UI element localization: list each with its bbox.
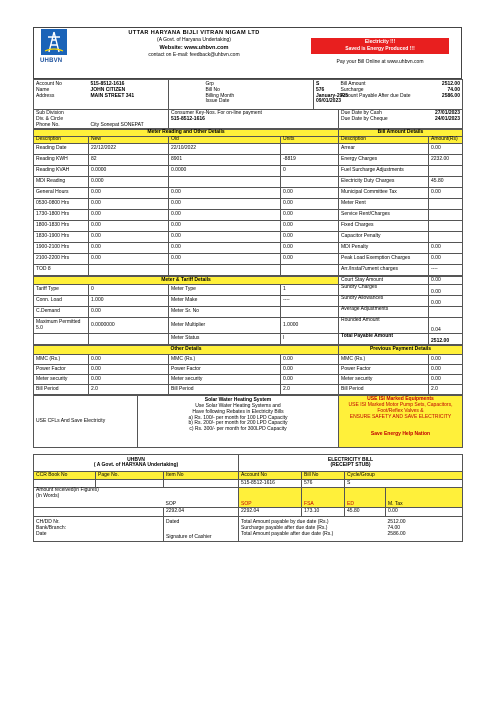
tariff-cell: Meter Status	[169, 334, 281, 345]
meter-row	[34, 243, 463, 254]
tariff-table	[33, 276, 463, 345]
company-name: UTTAR HARYANA BIJLI VITRAN NIGAM LTD	[128, 30, 260, 36]
billing-month-label: Billing Month	[205, 92, 235, 99]
tariff-cell: 0	[89, 285, 169, 296]
notices-table	[33, 395, 463, 448]
meter-cell: General Hours	[34, 188, 89, 199]
div-circle-label: Div. & Circle	[36, 115, 64, 122]
issue-date-value: 09/01/2023	[316, 98, 342, 105]
meter-cell: 0.00	[169, 254, 281, 265]
payment-banner	[311, 38, 449, 65]
stub-col: Cycle/Group	[345, 472, 463, 480]
stub-total-value: 2586.00	[387, 530, 406, 537]
receipt-stub	[33, 454, 463, 542]
col-bill-description: Description	[339, 137, 429, 144]
bill-value: 45.80	[429, 177, 463, 188]
meter-cell: 0.00	[89, 232, 169, 243]
meter-cell: 0.000	[89, 177, 169, 188]
meter-row	[34, 232, 463, 243]
bill-value: 0.00	[429, 254, 463, 265]
other-row	[34, 365, 463, 375]
help-slogan: Save Energy Help Nation	[370, 431, 431, 438]
stub-total-label: Surcharge payable after due date (Rs.)	[241, 525, 328, 532]
other-cell: 0.00	[89, 375, 169, 385]
company-subtitle: (A Govt. of Haryana Undertaking)	[157, 37, 231, 43]
meter-row	[34, 188, 463, 199]
meter-row	[34, 166, 463, 177]
meter-cell: 1830-1900 Hrs	[34, 232, 89, 243]
bill-value: 0.00	[429, 285, 463, 296]
court-stay-value: 0.00	[429, 277, 463, 285]
grp-label: Grp	[205, 81, 214, 87]
other-cell: 0.00	[89, 355, 169, 365]
solar-line: a) Rs. 100/- per month for 100 LPD Capacity	[188, 414, 288, 421]
tariff-section-title: Meter & Tariff Details	[34, 277, 339, 285]
meter-cell: 0.00	[89, 210, 169, 221]
bill-value	[429, 210, 463, 221]
due-cash-value: 27/01/2023	[434, 110, 460, 116]
meter-cell: 0.00	[89, 254, 169, 265]
amount-after-due-label: Amount Payable After due Date	[340, 92, 411, 99]
col-units: Units	[281, 137, 339, 144]
meter-cell: 1800-1830 Hrs	[34, 221, 89, 232]
stub-val2: 173.10	[302, 508, 345, 517]
consumer-key-label: Consumer Key-Nos. For on-line payment	[171, 110, 262, 116]
bill-section-title: Bill Amount Details	[339, 130, 463, 137]
stub-govt: ( A Govt. of HARYANA Undertaking)	[93, 462, 179, 469]
company-contact: contact on E-mail: feedback@uhbvn.com	[148, 52, 240, 58]
meter-cell: 0	[281, 166, 339, 177]
stub-receipt: (RECEIPT STUB)	[330, 462, 371, 469]
meter-cell: 0.00	[169, 221, 281, 232]
meter-cell: 0.00	[169, 188, 281, 199]
bill-value: 0.00	[429, 144, 463, 155]
solar-notice	[138, 396, 339, 448]
other-cell: 0.00	[281, 375, 339, 385]
bill-label: Capacitor Penalty	[339, 232, 429, 243]
pay-online-text: Pay your Bill Online at www.uhbvn.com	[336, 58, 424, 65]
other-cell: 0.00	[281, 355, 339, 365]
other-cell: 2.0	[89, 385, 169, 395]
bill-value: 0.04	[429, 318, 463, 334]
company-block	[114, 30, 274, 58]
meter-cell: 0.00	[89, 221, 169, 232]
tariff-cell: Maximum Permitted 5.0	[34, 318, 89, 334]
meter-cell: 0.0000	[89, 166, 169, 177]
meter-row	[34, 199, 463, 210]
electric-tower-icon	[41, 29, 67, 55]
other-row	[34, 375, 463, 385]
bill-value: 0.00	[429, 296, 463, 307]
tariff-row	[34, 307, 463, 318]
bill-value: 0.00	[429, 188, 463, 199]
meter-cell	[281, 265, 339, 276]
prev-label: Meter security	[339, 375, 429, 385]
bill-no-label: Bill No	[205, 86, 220, 93]
court-stay-label: Court Stay Amount	[339, 277, 429, 285]
surcharge-value: 74.00	[447, 86, 460, 93]
meter-cell	[281, 144, 339, 155]
meter-cell: 0.00	[281, 210, 339, 221]
stub-bill-title: ELECTRICITY BILL	[327, 456, 374, 463]
stub-dated-cell	[164, 517, 239, 542]
account-details	[33, 79, 463, 129]
stub-left-title	[34, 455, 239, 472]
address-value: MAIN STREET 341	[90, 92, 135, 99]
meter-cell: 2100-2200 Hrs	[34, 254, 89, 265]
other-row	[34, 385, 463, 395]
tariff-cell: 1	[281, 285, 339, 296]
bill-value: ----	[429, 265, 463, 276]
bill-value: 2232.00	[429, 155, 463, 166]
stub-col: Item No	[164, 472, 239, 480]
bill-label: Sundry Allowances	[339, 296, 429, 307]
meter-cell: 82	[89, 155, 169, 166]
tariff-cell: 0.00	[89, 307, 169, 318]
stub-total-label: Total Amount payable by due date (Rs.)	[241, 519, 329, 526]
stub-cheque-line: CH/DD Nr.	[36, 519, 60, 526]
stub-total-value: 74.00	[387, 525, 401, 532]
meter-cell: 0.00	[281, 243, 339, 254]
col-description: Description	[34, 137, 89, 144]
name-label: Name	[36, 86, 50, 93]
stub-right-title	[239, 455, 463, 472]
surcharge-label: Surcharge	[340, 86, 364, 93]
stub-cheque-line: Bank/Branch:	[36, 525, 67, 532]
stub-total-label: Total Amount payable after due date (Rs.)	[241, 530, 334, 537]
bill-amount-label: Bill Amount	[340, 81, 366, 87]
prev-section-title: Previous Payment Details	[339, 346, 463, 355]
prev-value: 0.00	[429, 355, 463, 365]
stub-total-value: 2512.00	[387, 519, 406, 526]
solar-line: Have following Rebates in Electricity Bills	[192, 408, 284, 415]
banner-line-2: Saved is Energy Produced !!!	[345, 45, 415, 52]
meter-cell: 8901	[169, 155, 281, 166]
bill-value	[429, 232, 463, 243]
meter-cell: 0.00	[169, 243, 281, 254]
prev-value: 0.00	[429, 375, 463, 385]
meter-cell: 0.00	[281, 188, 339, 199]
isi-notice	[339, 396, 463, 448]
meter-cell: -8819	[281, 155, 339, 166]
other-cell: Power Factor	[34, 365, 89, 375]
meter-cell: 0.00	[281, 254, 339, 265]
meter-cell: 0.00	[169, 232, 281, 243]
tariff-cell: ----	[281, 296, 339, 307]
other-cell: Power Factor	[169, 365, 281, 375]
other-details-table	[33, 345, 463, 395]
bill-label: Arr./Instal?ument charges	[339, 265, 429, 276]
meter-cell: 0.00	[89, 188, 169, 199]
stub-col2: ED	[345, 488, 386, 508]
bill-label: Service Rent/Charges	[339, 210, 429, 221]
bill-label: Average Adjustments	[339, 307, 429, 318]
bill-value	[429, 199, 463, 210]
tariff-cell: Tariff Type	[34, 285, 89, 296]
account-no-label: Account No	[36, 81, 62, 87]
solar-title: Solar Water Heating System	[204, 397, 272, 404]
bill-header	[33, 27, 462, 79]
bill-amount-value: 2512.00	[441, 81, 460, 87]
energy-banner	[311, 38, 449, 54]
other-cell: MMC (Rs.)	[169, 355, 281, 365]
col-amount: Amount(Rs)	[429, 137, 463, 144]
account-no-value: 515-8512-1616	[90, 81, 125, 87]
meter-cell	[169, 177, 281, 188]
meter-row	[34, 254, 463, 265]
stub-cheque-line: Date	[36, 530, 47, 537]
cfl-notice: USE CFLs And Save Electricity	[34, 396, 138, 448]
stub-words-label: (In Words)	[36, 493, 60, 499]
meter-bill-table	[33, 129, 463, 276]
solar-line: Use Solar Water Heating Systems and	[195, 403, 281, 409]
meter-cell: 22/12/2022	[89, 144, 169, 155]
stub-val2: 0.00	[386, 508, 463, 517]
tariff-cell: 1.000	[89, 296, 169, 307]
tariff-cell: Meter Sr. No	[169, 307, 281, 318]
tariff-row	[34, 334, 463, 345]
meter-row	[34, 177, 463, 188]
isi-line: ENSURE SAFETY AND SAVE ELECTRICITY	[349, 413, 452, 420]
other-cell: Meter security	[169, 375, 281, 385]
tariff-cell: Meter Multiplier	[169, 318, 281, 334]
stub-bill-no: 576	[302, 480, 345, 488]
bill-label: Peak Load Exemption Charges	[339, 254, 429, 265]
stub-col2: M. Tax	[386, 488, 463, 508]
tariff-cell	[89, 334, 169, 345]
bill-label: Electricity Duty Charges	[339, 177, 429, 188]
meter-cell: 0.00	[89, 243, 169, 254]
meter-row	[34, 144, 463, 155]
stub-val2: 2292.04	[239, 508, 302, 517]
tariff-row	[34, 296, 463, 307]
meter-cell	[169, 265, 281, 276]
tariff-cell: 1.0000	[281, 318, 339, 334]
meter-cell	[89, 265, 169, 276]
tariff-row	[34, 318, 463, 334]
banner-line-1: Electricity !!!	[364, 39, 396, 45]
solar-line: b) Rs. 200/- per month for 200 LPD Capacity	[188, 420, 288, 427]
stub-col: Bill No	[302, 472, 345, 480]
prev-value: 2.0	[429, 385, 463, 395]
stub-amount-label: Amount received(in Figures)	[36, 487, 99, 494]
other-cell: Bill Period	[169, 385, 281, 395]
meter-row	[34, 265, 463, 276]
bill-value	[429, 221, 463, 232]
meter-cell: Reading KWH	[34, 155, 89, 166]
bill-label: Total Payable Amount	[339, 334, 429, 345]
amount-after-due-value: 2586.00	[441, 92, 460, 99]
other-cell: 0.00	[281, 365, 339, 375]
meter-cell: MDI Reading	[34, 177, 89, 188]
prev-label: Bill Period	[339, 385, 429, 395]
meter-header-row	[34, 137, 463, 144]
meter-cell: 0.00	[281, 199, 339, 210]
isi-line: Foot/Reflex Valves &	[377, 407, 424, 414]
prev-value: 0.00	[429, 365, 463, 375]
stub-col: Page No.	[96, 472, 164, 480]
meter-cell: Reading Date	[34, 144, 89, 155]
due-cash-label: Due Date by Cash	[341, 110, 382, 116]
meter-cell: Reading KVAH	[34, 166, 89, 177]
meter-cell	[281, 177, 339, 188]
bill-value: 0.00	[429, 243, 463, 254]
meter-cell: 1730-1800 Hrs	[34, 210, 89, 221]
meter-cell: 0.00	[169, 199, 281, 210]
grp-value: S	[316, 81, 320, 87]
tariff-cell	[281, 307, 339, 318]
tariff-cell: C.Demand	[34, 307, 89, 318]
tariff-cell: 0.0000000	[89, 318, 169, 334]
bill-value	[429, 166, 463, 177]
stub-sop-label: SOP	[164, 488, 239, 508]
meter-cell: 0530-0800 Hrs	[34, 199, 89, 210]
bill-label: Municipal Committee Tax	[339, 188, 429, 199]
other-cell: Bill Period	[34, 385, 89, 395]
stub-val2: 45.80	[345, 508, 386, 517]
stub-account-no: 515-8512-1616	[239, 480, 302, 488]
isi-line: USE ISI Marked Motor Pump Sets, Capacitors,	[348, 402, 453, 408]
meter-row	[34, 210, 463, 221]
solar-line: c) Rs. 300/- per month for 300LPD Capacity	[189, 426, 287, 432]
isi-title: USE ISI Marked Equipments	[367, 396, 434, 403]
electricity-bill	[33, 27, 462, 542]
stub-sop-value: 2292.04	[164, 508, 239, 517]
other-cell: 2.0	[281, 385, 339, 395]
consumer-key-value: 515-8512-1616	[171, 115, 205, 122]
bill-label: Energy Charges	[339, 155, 429, 166]
stub-signature: Signature of Cashier	[166, 534, 212, 540]
bill-label: Fuel Surcharge Adjustments	[339, 166, 429, 177]
bill-no-value: 576	[316, 86, 325, 93]
due-cheque-label: Due Date by Cheque	[341, 115, 388, 122]
prev-label: Power Factor	[339, 365, 429, 375]
meter-cell: 0.00	[89, 199, 169, 210]
logo-text: UHBVN	[40, 58, 63, 64]
other-cell: 0.00	[89, 365, 169, 375]
address-label: Address	[36, 92, 55, 99]
meter-cell: 0.00	[281, 221, 339, 232]
stub-col2: SOP	[239, 488, 302, 508]
meter-row	[34, 155, 463, 166]
meter-row	[34, 221, 463, 232]
bill-label: Sundry Charges	[339, 285, 429, 296]
bill-label: Arrear	[339, 144, 429, 155]
billing-month-value: January-2023	[316, 92, 348, 99]
bill-label: Rounded Amount	[339, 318, 429, 334]
other-cell: MMC (Rs.)	[34, 355, 89, 365]
stub-dated: Dated	[166, 519, 180, 526]
company-website: Website: www.uhbvn.com	[159, 45, 229, 51]
meter-cell: 0.0000	[169, 166, 281, 177]
meter-cell: 0.00	[281, 232, 339, 243]
tariff-cell: I	[281, 334, 339, 345]
stub-col: CCR Book No	[34, 472, 96, 480]
bill-label: MDI Penalty	[339, 243, 429, 254]
phone-label: Phone No.	[36, 121, 60, 128]
company-logo	[40, 29, 68, 75]
stub-col2: FSA	[302, 488, 345, 508]
bill-label: Meter Rent	[339, 199, 429, 210]
meter-cell: 1900-2100 Hrs	[34, 243, 89, 254]
issue-date-label: Issue Date	[205, 98, 230, 105]
meter-cell: TOD 8	[34, 265, 89, 276]
tariff-cell: Meter Make	[169, 296, 281, 307]
col-old: Old	[169, 137, 281, 144]
sub-division-label: Sub Division	[36, 110, 64, 116]
other-section-title: Other Details	[34, 346, 339, 355]
bill-value	[429, 307, 463, 318]
prev-label: MMC (Rs.)	[339, 355, 429, 365]
col-new: New	[89, 137, 169, 144]
tariff-row	[34, 285, 463, 296]
other-row	[34, 355, 463, 365]
other-cell: Meter security	[34, 375, 89, 385]
tariff-cell: Conn. Load	[34, 296, 89, 307]
meter-cell: 0.00	[169, 210, 281, 221]
bill-value: 2512.00	[429, 334, 463, 345]
meter-cell: 22/10/2022	[169, 144, 281, 155]
name-value: JOHN CITIZEN	[90, 86, 126, 93]
tariff-cell	[34, 334, 89, 345]
due-cheque-value: 24/01/2023	[434, 115, 460, 122]
stub-col: Account No	[239, 472, 302, 480]
stub-uhbvn: UHBVN	[127, 456, 145, 463]
bill-label: Fixed Charges	[339, 221, 429, 232]
meter-section-title: Meter Reading and Other Details	[34, 130, 339, 137]
tariff-cell: Meter Type	[169, 285, 281, 296]
phone-value: City Sonepat SONEPAT	[90, 121, 144, 128]
stub-cycle: S	[345, 480, 463, 488]
